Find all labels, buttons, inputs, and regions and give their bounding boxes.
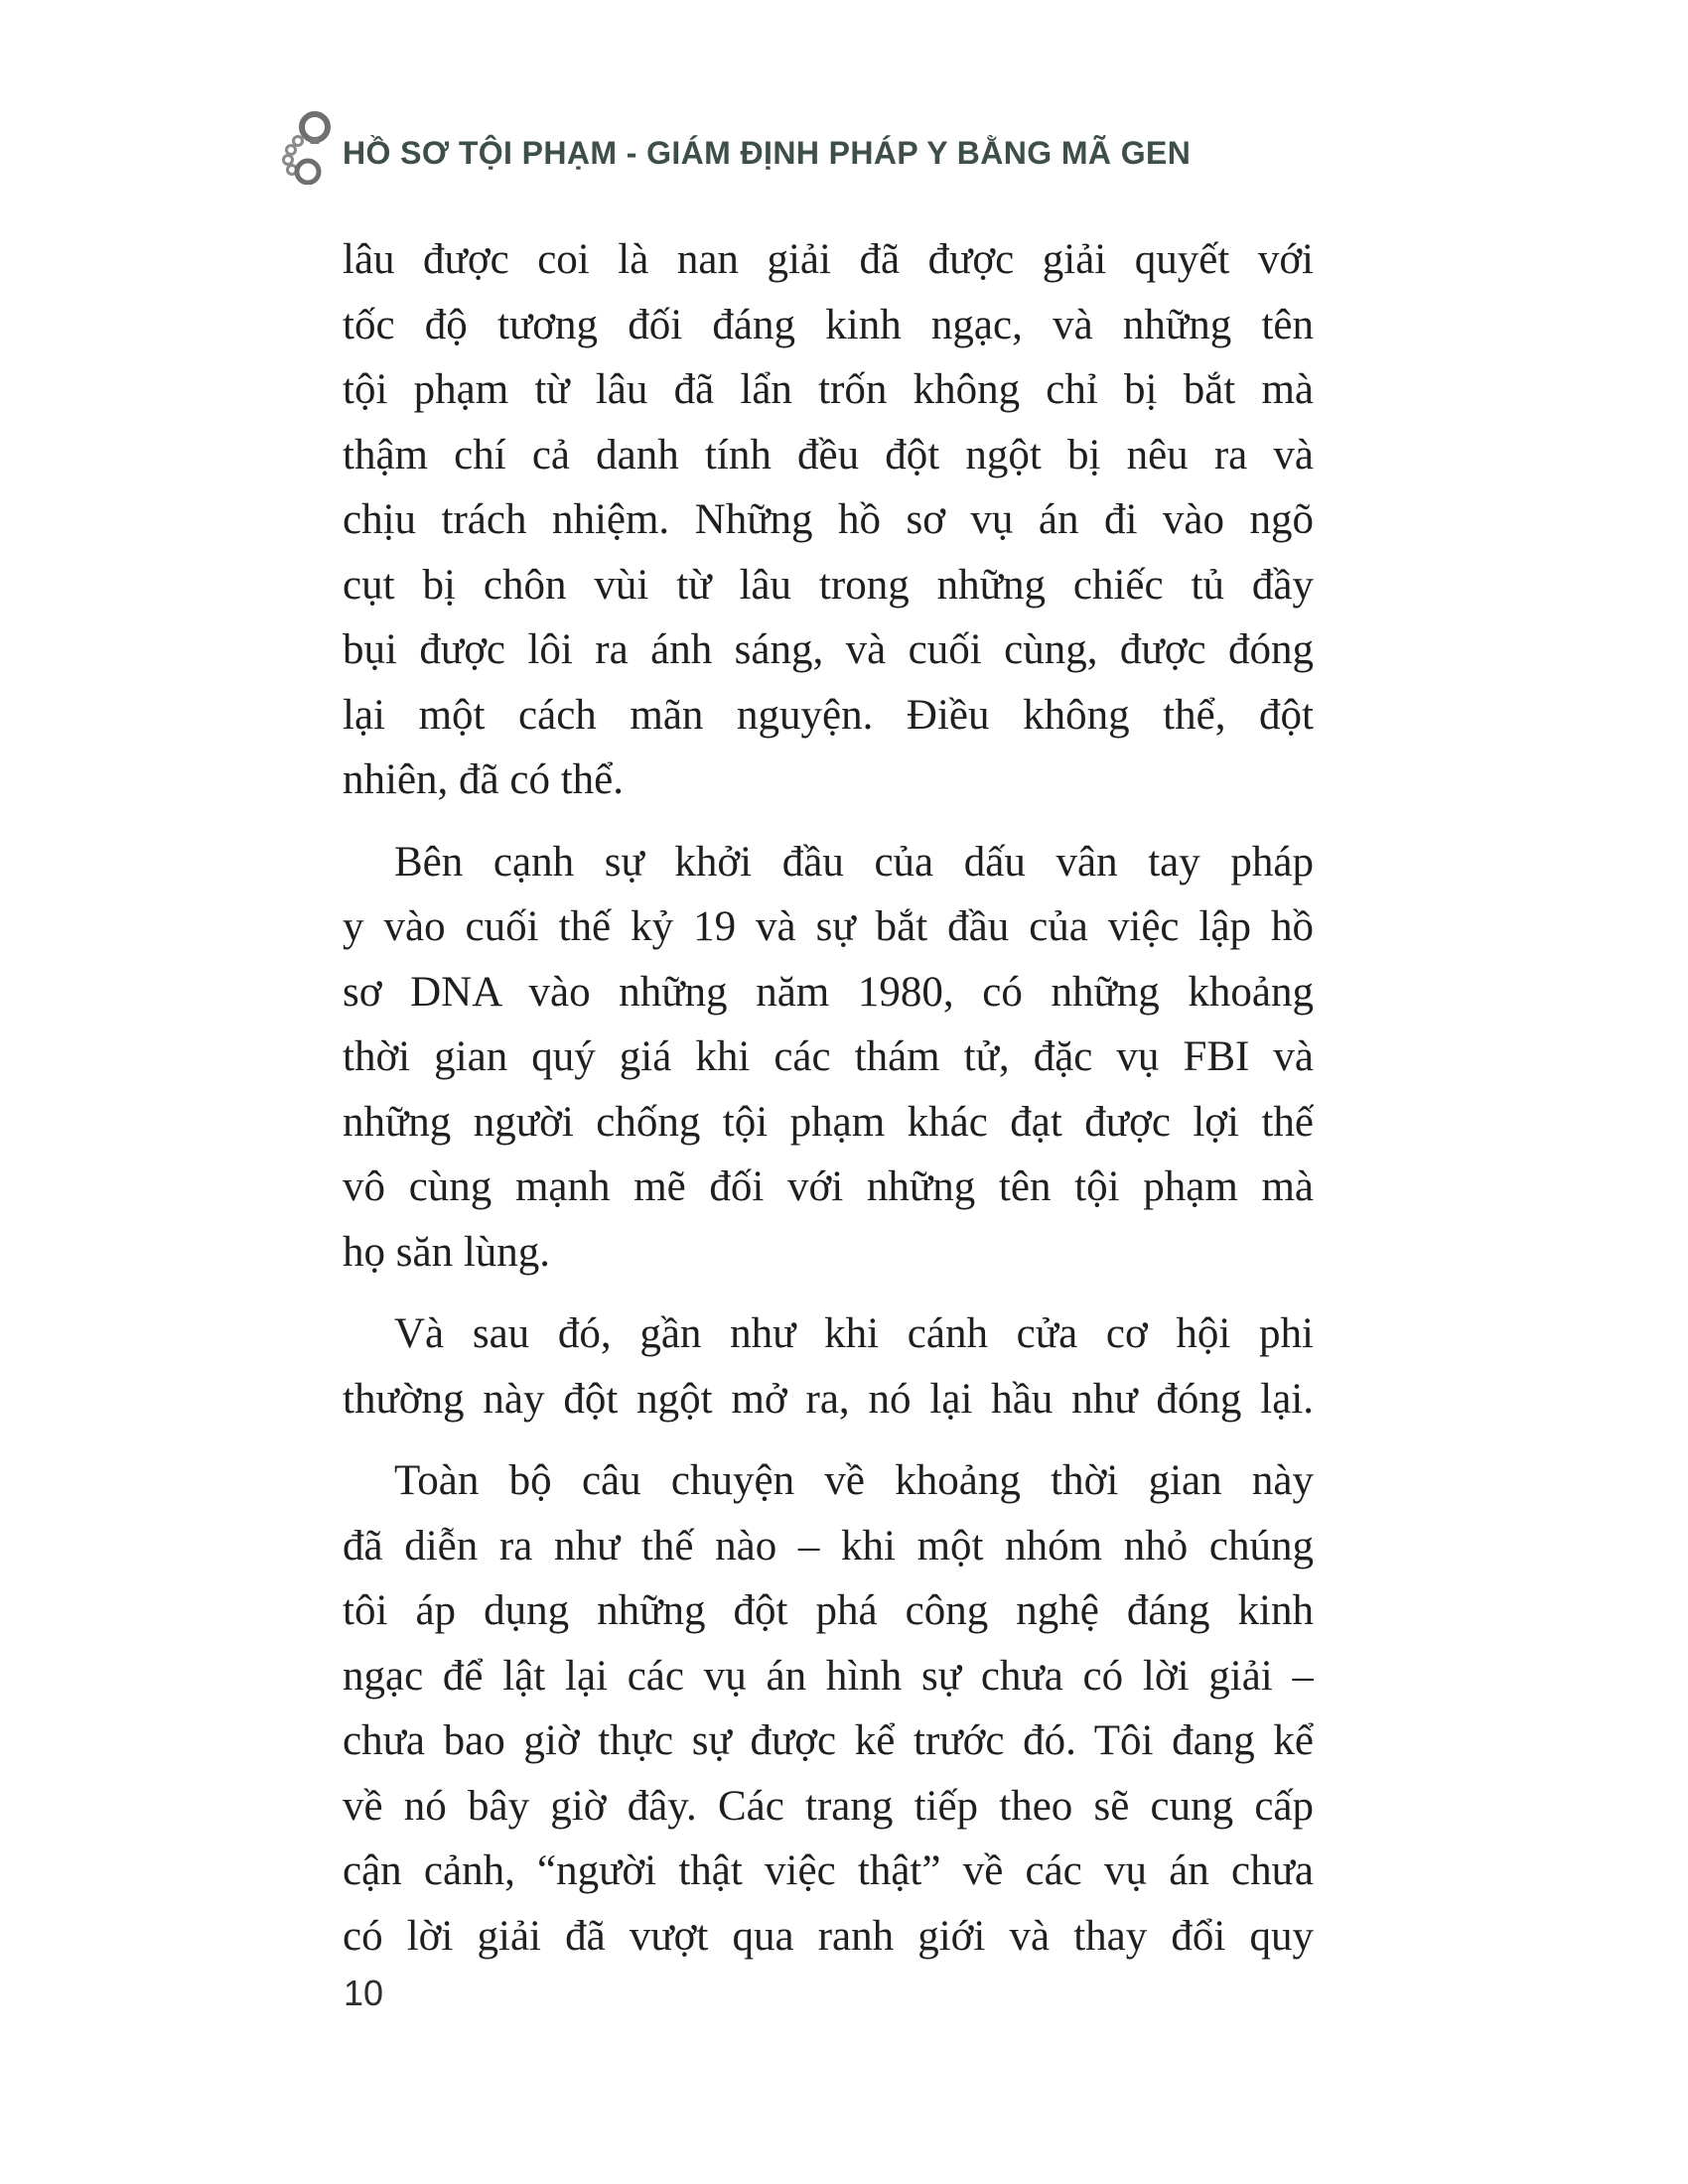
paragraph <box>343 830 1314 1286</box>
handcuffs-icon <box>277 109 341 185</box>
text-line: Bên cạnh sự khởi đầu của dấu vân tay pháp <box>394 838 1314 886</box>
text-line: tôi áp dụng những đột phá công nghệ đáng kinh <box>343 1587 1314 1634</box>
text-line: bụi được lôi ra ánh sáng, và cuối cùng, được đóng <box>343 626 1314 673</box>
text-line: về nó bây giờ đây. Các trang tiếp theo sẽ cung cấp <box>343 1782 1314 1830</box>
text-line: thời gian quý giá khi các thám tử, đặc vụ FBI và <box>343 1033 1314 1080</box>
paragraph <box>343 1448 1314 1969</box>
paragraph <box>343 1301 1314 1432</box>
text-line: cận cảnh, “người thật việc thật” về các vụ án chưa <box>343 1847 1314 1894</box>
text-line: họ săn lùng. <box>343 1228 551 1276</box>
text-line: ngạc để lật lại các vụ án hình sự chưa có lời giải – <box>343 1652 1314 1700</box>
text-line: cụt bị chôn vùi từ lâu trong những chiếc tủ đầy <box>343 561 1314 609</box>
page-header <box>277 109 1191 185</box>
text-block <box>343 227 1314 1969</box>
text-line: nhiên, đã có thể. <box>343 756 624 803</box>
text-line: lâu được coi là nan giải đã được giải quyết với <box>343 236 1314 283</box>
text-line: chịu trách nhiệm. Những hồ sơ vụ án đi vào ngõ <box>343 496 1314 543</box>
text-line: thường này đột ngột mở ra, nó lại hầu như đóng lại. <box>343 1375 1314 1423</box>
text-line: chưa bao giờ thực sự được kể trước đó. Tôi đang kể <box>343 1717 1314 1764</box>
text-line: có lời giải đã vượt qua ranh giới và thay đổi quy <box>343 1912 1314 1960</box>
text-line: đã diễn ra như thế nào – khi một nhóm nhỏ chúng <box>343 1522 1314 1570</box>
text-line: sơ DNA vào những năm 1980, có những khoảng <box>343 968 1314 1016</box>
text-line: những người chống tội phạm khác đạt được lợi thế <box>343 1098 1314 1146</box>
text-line: Và sau đó, gần như khi cánh cửa cơ hội phi <box>394 1310 1314 1357</box>
text-line: lại một cách mãn nguyện. Điều không thể, đột <box>343 691 1314 739</box>
text-line: vô cùng mạnh mẽ đối với những tên tội phạm mà <box>343 1163 1314 1210</box>
paragraph <box>343 227 1314 813</box>
text-line: y vào cuối thế kỷ 19 và sự bắt đầu của việc lập hồ <box>343 903 1314 950</box>
running-header-title: HỒ SƠ TỘI PHẠM - GIÁM ĐỊNH PHÁP Y BẰNG MÃ GEN <box>343 135 1192 171</box>
text-line: tội phạm từ lâu đã lẩn trốn không chỉ bị bắt mà <box>343 366 1314 413</box>
text-line: thậm chí cả danh tính đều đột ngột bị nêu ra và <box>343 431 1314 478</box>
text-line: tốc độ tương đối đáng kinh ngạc, và những tên <box>343 301 1314 348</box>
text-line: Toàn bộ câu chuyện về khoảng thời gian này <box>394 1457 1314 1504</box>
page-number: 10 <box>344 1973 384 2013</box>
